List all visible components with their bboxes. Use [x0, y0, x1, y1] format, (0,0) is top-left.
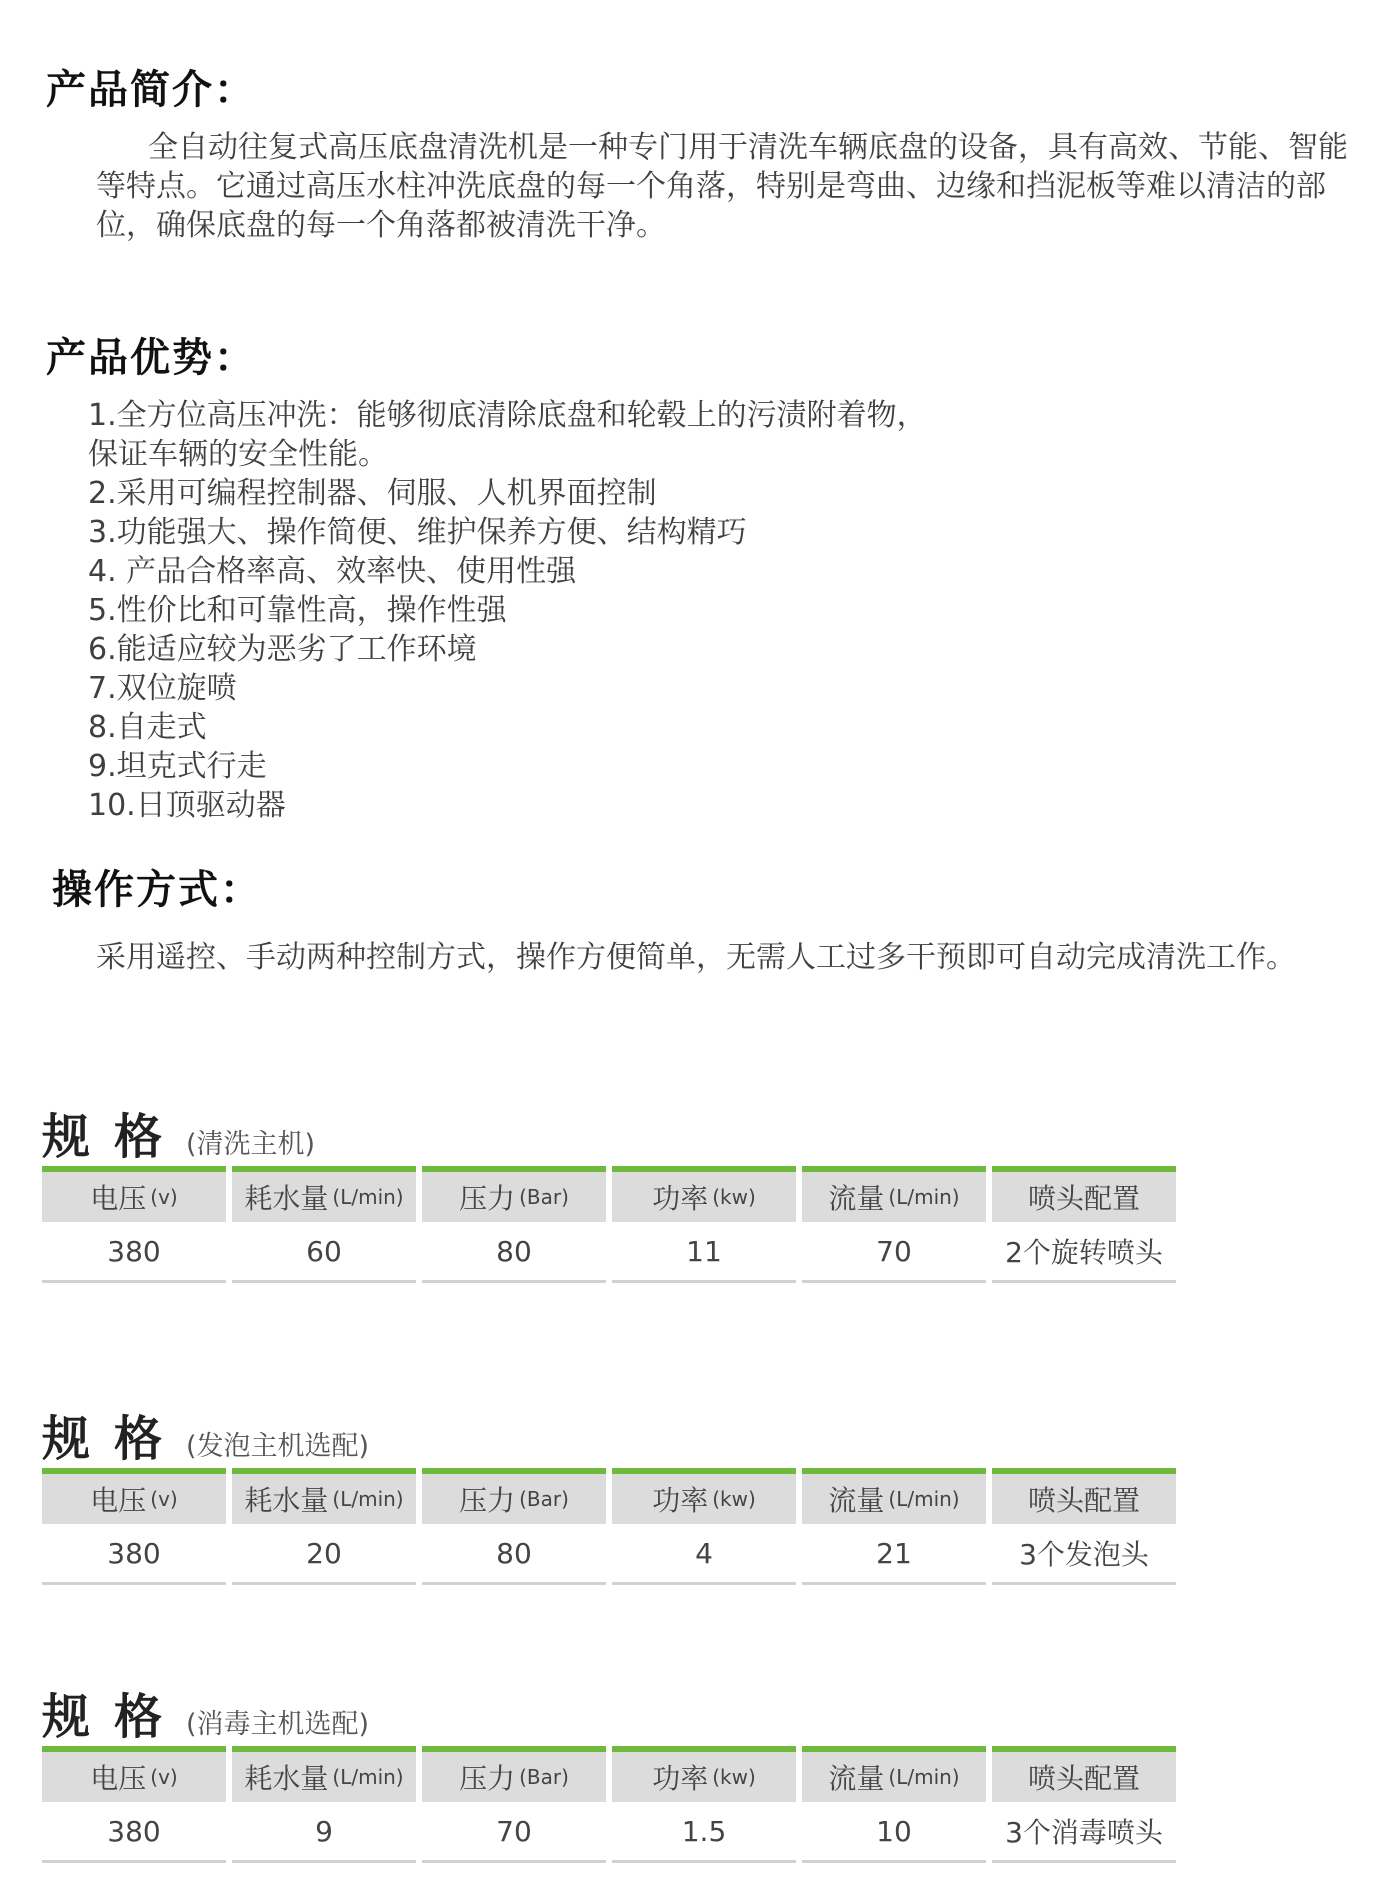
- header-water-use: 耗水量 (L/min): [232, 1468, 416, 1524]
- advantage-item-9: 9.坦克式行走: [88, 749, 267, 784]
- value-nozzle: 3个消毒喷头: [992, 1802, 1176, 1863]
- advantage-item-2: 2.采用可编程控制器、伺服、人机界面控制: [88, 476, 657, 511]
- spec-title-label: 规格: [42, 1109, 187, 1165]
- header-voltage: 电压 (v): [42, 1468, 226, 1524]
- advantage-item-5: 5.性价比和可靠性高，操作性强: [88, 593, 507, 628]
- advantage-item-3: 3.功能强大、操作简便、维护保养方便、结构精巧: [88, 515, 747, 550]
- header-voltage: 电压 (v): [42, 1166, 226, 1222]
- spec-title-cleaning: [42, 1098, 315, 1167]
- header-flow: 流量 (L/min): [802, 1166, 986, 1222]
- spec-table-foam: [42, 1468, 1176, 1585]
- advantage-item-6: 6.能适应较为恶劣了工作环境: [88, 632, 477, 667]
- header-flow: 流量 (L/min): [802, 1468, 986, 1524]
- spec-subtitle: (清洗主机): [186, 1129, 316, 1160]
- value-pressure: 80: [422, 1222, 606, 1283]
- advantages-heading: 产品优势：: [46, 335, 256, 381]
- operation-heading: 操作方式：: [52, 867, 262, 913]
- advantage-item-8: 8.自走式: [88, 710, 207, 745]
- value-nozzle: 3个发泡头: [992, 1524, 1176, 1585]
- header-nozzle: 喷头配置: [992, 1166, 1176, 1222]
- spec-table-disinfect: [42, 1746, 1176, 1863]
- value-voltage: 380: [42, 1802, 226, 1863]
- value-water-use: 9: [232, 1802, 416, 1863]
- spec-title-label: 规格: [42, 1689, 187, 1745]
- value-voltage: 380: [42, 1222, 226, 1283]
- spec-title-label: 规格: [42, 1411, 187, 1467]
- advantages-list: [88, 396, 948, 825]
- spec-subtitle: (消毒主机选配): [186, 1709, 370, 1740]
- value-flow: 10: [802, 1802, 986, 1863]
- value-flow: 70: [802, 1222, 986, 1283]
- value-power: 4: [612, 1524, 796, 1585]
- header-voltage: 电压 (v): [42, 1746, 226, 1802]
- header-power: 功率 (kw): [612, 1746, 796, 1802]
- header-pressure: 压力 (Bar): [422, 1468, 606, 1524]
- value-voltage: 380: [42, 1524, 226, 1585]
- header-pressure: 压力 (Bar): [422, 1166, 606, 1222]
- advantage-item-10: 10.日顶驱动器: [88, 788, 286, 823]
- header-power: 功率 (kw): [612, 1468, 796, 1524]
- value-water-use: 20: [232, 1524, 416, 1585]
- header-water-use: 耗水量 (L/min): [232, 1746, 416, 1802]
- advantage-item-7: 7.双位旋喷: [88, 671, 237, 706]
- value-water-use: 60: [232, 1222, 416, 1283]
- header-pressure: 压力 (Bar): [422, 1746, 606, 1802]
- header-nozzle: 喷头配置: [992, 1746, 1176, 1802]
- operation-text: 采用遥控、手动两种控制方式，操作方便简单，无需人工过多干预即可自动完成清洗工作。: [96, 940, 1296, 975]
- advantage-item-1: 1.全方位高压冲洗：能够彻底清除底盘和轮毂上的污渍附着物，保证车辆的安全性能。: [88, 398, 927, 472]
- header-power: 功率 (kw): [612, 1166, 796, 1222]
- advantage-item-4: 4. 产品合格率高、效率快、使用性强: [88, 554, 577, 589]
- spec-subtitle: (发泡主机选配): [186, 1431, 370, 1462]
- spec-title-disinfect: [42, 1678, 369, 1747]
- header-water-use: 耗水量 (L/min): [232, 1166, 416, 1222]
- value-power: 11: [612, 1222, 796, 1283]
- value-nozzle: 2个旋转喷头: [992, 1222, 1176, 1283]
- value-pressure: 80: [422, 1524, 606, 1585]
- header-flow: 流量 (L/min): [802, 1746, 986, 1802]
- spec-title-foam: [42, 1400, 369, 1469]
- intro-heading: 产品简介：: [46, 67, 256, 113]
- spec-table-cleaning: [42, 1166, 1176, 1283]
- value-power: 1.5: [612, 1802, 796, 1863]
- header-nozzle: 喷头配置: [992, 1468, 1176, 1524]
- value-flow: 21: [802, 1524, 986, 1585]
- value-pressure: 70: [422, 1802, 606, 1863]
- intro-text: 全自动往复式高压底盘清洗机是一种专门用于清洗车辆底盘的设备，具有高效、节能、智能等特点。它通过高压水柱冲洗底盘的每一个角落，特别是弯曲、边缘和挡泥板等难以清洁的部位，确保底盘的每一个角落都被清洗干净。: [96, 130, 1348, 243]
